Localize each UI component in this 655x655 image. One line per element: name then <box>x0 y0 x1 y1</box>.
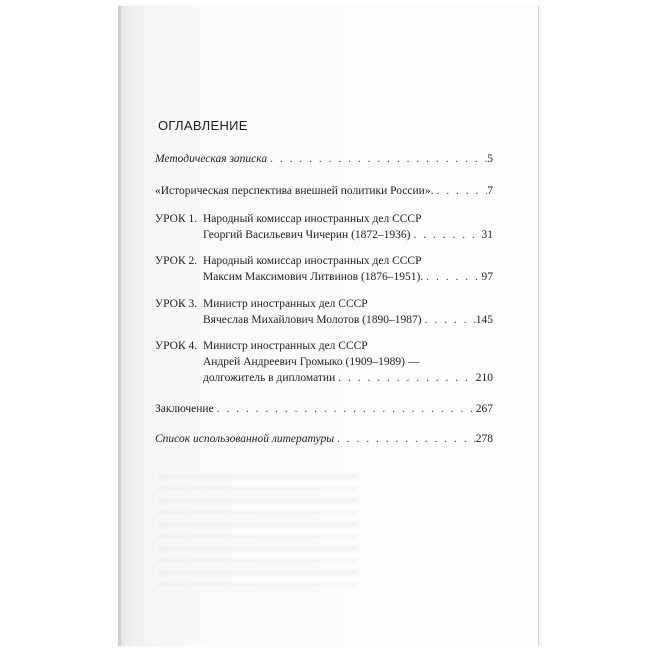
toc-page-number: 7 <box>487 185 493 197</box>
lesson-number: УРОК 1. <box>155 213 198 225</box>
toc-line <box>155 401 493 417</box>
dot-leader <box>411 227 482 243</box>
toc-title: ОГЛАВЛЕНИЕ <box>158 118 248 133</box>
toc-entry-text: Список использованной литературы <box>155 433 335 445</box>
toc-entry-text: Народный комиссар иностранных дел СССР <box>203 213 422 225</box>
bleed-through-text <box>158 474 358 594</box>
toc-line <box>155 354 493 370</box>
toc-line <box>155 253 493 269</box>
toc-entry-conclusion <box>155 401 493 417</box>
toc-line <box>155 370 493 386</box>
toc-entry-lesson-4 <box>155 338 493 386</box>
toc-line <box>155 312 493 328</box>
toc-entry-text: Министр иностранных дел СССР <box>203 340 368 352</box>
toc-page-number: 210 <box>475 372 493 384</box>
toc-page-number: 31 <box>481 229 493 241</box>
toc-entry-text: Вячеслав Михайлович Молотов (1890–1987) <box>203 314 422 326</box>
lesson-number: УРОК 3. <box>155 298 198 310</box>
toc-entry-text: Министр иностранных дел СССР <box>203 298 368 310</box>
toc-page-number: 97 <box>481 271 493 283</box>
toc-line <box>155 211 493 227</box>
dot-leader <box>214 401 476 417</box>
toc-line <box>155 431 493 447</box>
dot-leader <box>433 183 487 199</box>
dot-leader <box>423 269 481 285</box>
toc-line <box>155 296 493 312</box>
toc-entry-text: «Историческая перспектива внешней политики России». <box>155 185 434 197</box>
toc-page-number: 278 <box>475 433 493 445</box>
toc-entry-bibliography <box>155 431 493 447</box>
toc-entry-text: Максим Максимович Литвинов (1876–1951). <box>203 271 424 283</box>
toc-entry-text: долгожитель в дипломатии <box>203 372 336 384</box>
dot-leader <box>422 312 476 328</box>
toc-entry-lesson-2 <box>155 253 493 285</box>
toc-entry-methodical-note <box>155 151 493 167</box>
lesson-number: УРОК 2. <box>155 255 198 267</box>
toc-page-number: 145 <box>475 314 493 326</box>
toc-entry-text: Заключение <box>155 403 214 415</box>
toc-entry-text: Народный комиссар иностранных дел СССР <box>203 255 422 267</box>
lesson-number: УРОК 4. <box>155 340 198 352</box>
toc-line <box>155 151 493 167</box>
toc-entry-historical-perspective <box>155 183 493 199</box>
dot-leader <box>335 370 476 386</box>
toc-entry-lesson-1 <box>155 211 493 243</box>
toc-entry-text: Методическая записка <box>155 153 268 165</box>
toc-entry-text: Георгий Васильевич Чичерин (1872–1936) <box>203 229 411 241</box>
toc-line <box>155 183 493 199</box>
toc-line <box>155 227 493 243</box>
dot-leader <box>267 151 487 167</box>
toc-entry-text: Андрей Андреевич Громыко (1909–1989) — <box>203 356 420 368</box>
toc-entry-lesson-3 <box>155 296 493 328</box>
toc-line <box>155 269 493 285</box>
dot-leader <box>334 431 476 447</box>
toc-line <box>155 338 493 354</box>
toc-page-number: 267 <box>475 403 493 415</box>
toc-page-number: 5 <box>487 153 493 165</box>
